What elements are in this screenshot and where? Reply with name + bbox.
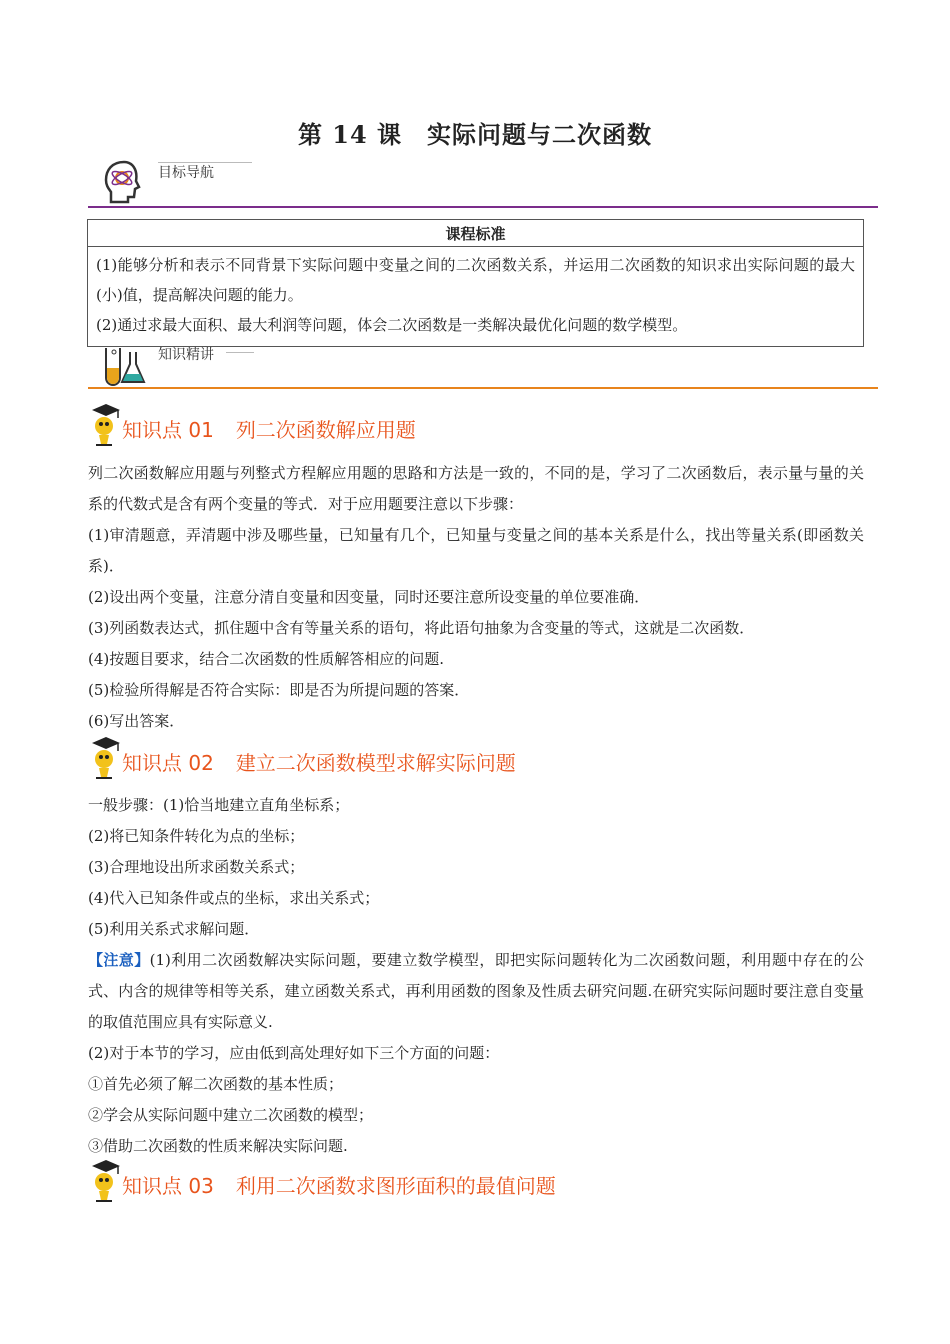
kp1-body: [88, 458, 864, 737]
kp1-para: (5)检验所得解是否符合实际：即是否为所提问题的答案．: [88, 681, 470, 699]
goal-rule: [88, 206, 878, 208]
brain-head-icon: [102, 158, 146, 206]
goal-label: 目标导航: [158, 165, 214, 181]
standard-table: [87, 219, 864, 347]
kp2-step: (2)将已知条件转化为点的坐标；: [88, 827, 305, 845]
kp2-tail: (2)对于本节的学习，应由低到高处理好如下三个方面的问题：: [88, 1044, 500, 1062]
standard-item-2: (2)通过求最大面积、最大利润等问题，体会二次函数是一类解决最优化问题的数学模型。: [96, 316, 688, 334]
kp1-para: (3)列函数表达式，抓住题中含有等量关系的语句，将此语句抽象为含变量的等式，这就是二次函数．: [88, 619, 755, 637]
kp3-name: 利用二次函数求图形面积的最值问题: [235, 1174, 556, 1198]
standard-header: 课程标准: [88, 220, 864, 247]
page-title: 第 14 课 实际问题与二次函数: [297, 120, 653, 149]
note-text: (1)利用二次函数解决实际问题，要建立数学模型，即把实际问题转化为二次函数问题，利用题中存在的公式、内含的规律等相等关系，建立函数关系式，再利用函数的图象及性质去研究问题.在研究实际问题时要注意自变量的取值范围应具有实际意义.: [88, 951, 864, 1031]
graduate-owl-icon: [88, 735, 122, 779]
kp2-name: 建立二次函数模型求解实际问题: [235, 751, 516, 775]
kp1-name: 列二次函数解应用题: [235, 418, 416, 442]
knowledge-label: 知识精讲: [158, 347, 214, 363]
kp2-step: (5)利用关系式求解问题．: [88, 920, 260, 938]
kp2-step: (4)代入已知条件或点的坐标，求出关系式；: [88, 889, 380, 907]
kp2-note: [88, 945, 864, 1038]
graduate-owl-icon: [88, 402, 122, 446]
graduate-owl-icon: [88, 1158, 122, 1202]
kp2-body: [88, 790, 864, 1162]
note-label: 【注意】: [88, 951, 150, 969]
kp1-para: (4)按题目要求，结合二次函数的性质解答相应的问题.: [88, 650, 445, 668]
kp3-title: [122, 1170, 556, 1199]
kp1-para: (2)设出两个变量，注意分清自变量和因变量，同时还要注意所设变量的单位要准确．: [88, 588, 650, 606]
kp1-para: (1)审清题意，弄清题中涉及哪些量，已知量有几个，已知量与变量之间的基本关系是什么，找出等量关系(即函数关系)．: [88, 526, 864, 575]
standard-row: [88, 247, 864, 347]
knowledge-thin-line: [226, 352, 254, 353]
knowledge-rule: [88, 387, 878, 389]
kp1-number: 知识点 01: [122, 418, 214, 442]
kp3-number: 知识点 03: [122, 1174, 214, 1198]
kp1-para: (6)写出答案．: [88, 712, 185, 730]
flask-icon: [98, 342, 148, 388]
kp1-title: [122, 414, 416, 443]
kp2-number: 知识点 02: [122, 751, 214, 775]
kp2-step: 一般步骤：(1)恰当地建立直角坐标系；: [88, 796, 350, 814]
kp2-tail: ①首先必须了解二次函数的基本性质；: [88, 1075, 344, 1093]
kp1-para: 列二次函数解应用题与列整式方程解应用题的思路和方法是一致的，不同的是，学习了二次函数后，表示量与量的关系的代数式是含有两个变量的等式．对于应用题要注意以下步骤：: [88, 464, 864, 513]
kp2-tail: ②学会从实际问题中建立二次函数的模型；: [88, 1106, 374, 1124]
standard-item-1: (1)能够分析和表示不同背景下实际问题中变量之间的二次函数关系，并运用二次函数的知识求出实际问题的最大(小)值，提高解决问题的能力。: [96, 256, 855, 304]
kp2-step: (3)合理地设出所求函数关系式；: [88, 858, 305, 876]
goal-section-header: [88, 158, 878, 210]
goal-thin-line: [158, 162, 252, 163]
kp2-title: [122, 747, 516, 776]
knowledge-section-header: [88, 342, 878, 392]
kp2-tail: ③借助二次函数的性质来解决实际问题.: [88, 1137, 348, 1155]
